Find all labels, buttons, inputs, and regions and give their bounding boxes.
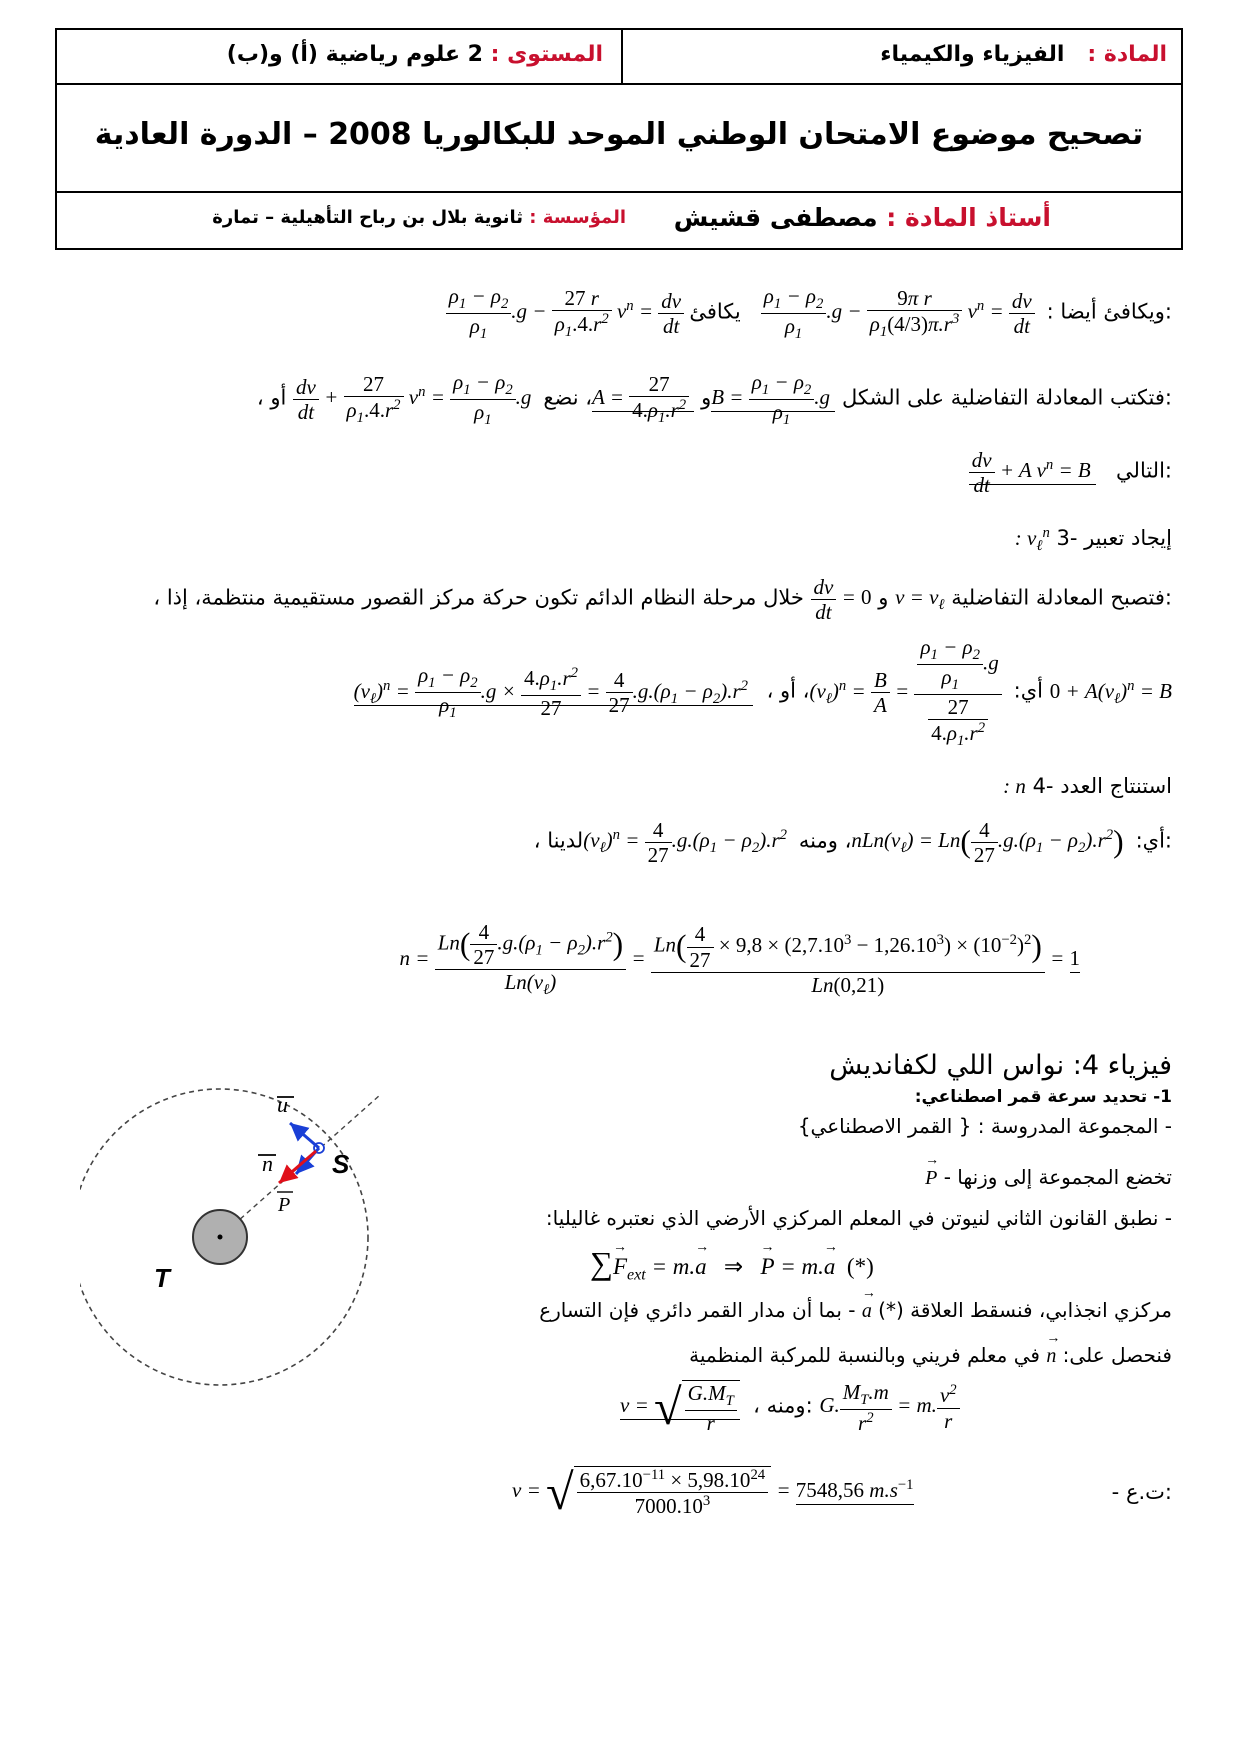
physics4-q1: 1- تحديد سرعة قمر اصطناعي: <box>914 1087 1172 1107</box>
orbit-diagram <box>80 1075 380 1395</box>
eq-steady: $0 + A(v_\ell)^n = B$ <box>1049 677 1172 707</box>
physics4-title: فيزياء 4: نواس اللي لكفانديش <box>829 1050 1172 1081</box>
eq-line-1 <box>446 284 1172 343</box>
school-label: المؤسسة <box>542 207 626 228</box>
teacher-value: مصطفى قشيش <box>673 203 878 232</box>
header-row-top <box>57 30 1181 85</box>
physics4-centripetal: مركزي انجذابي، فنسقط العلاقة (*) <box>878 1298 1172 1322</box>
also-equivalent: ويكافئ أيضا : <box>1046 299 1165 324</box>
eq-vl-final: $(v_\ell)^n$ = $\frac{\rho_1 - \rho_2}{\rho_1}$ .g × $\frac{4.\rho_1.r^2}{27}$ = $\frac{4}{27}$ $.g.(\rho_1 - \rho_2).r^2$ <box>354 679 754 706</box>
physics4-circular-line: مركزي انجذابي، فنسقط العلاقة (*) → a - بما أن مدار القمر دائري فإن التسارع <box>539 1298 1172 1323</box>
label-n: n <box>262 1151 273 1176</box>
we-set: ، نضع <box>543 385 593 410</box>
header-row-title <box>57 85 1181 193</box>
eq-n: n = Ln( $\frac{4}{27}$ $.g.(\rho_1 - \rho_2).r^2$) $Ln(v_\ell)$ = Ln( $\frac{4}{27}$ × $9,8 \times (2,7.10^3 - 1,26.10^3) \times (10^{-2})^2$) Ln(0,21) = 1 <box>399 920 1080 999</box>
eq-line-2 <box>257 370 1172 429</box>
equivalent-label: يكافئ: <box>689 299 1172 324</box>
eq-dv-dt-2: $\frac{\rho_1 - \rho_2}{\rho_1}$ .g − $\frac{27 r}{\rho_1.4.r^2}$ $v^n$ = $\frac{dv}{dt}$ <box>446 299 690 323</box>
school-value: ثانوية بلال بن رباح التأهيلية – تمارة <box>212 207 524 228</box>
write-eq-text: ، فتكتب المعادلة التفاضلية على الشكل <box>256 385 1165 410</box>
section-3-heading: : $v_\ell^n$ 3- إيجاد تعبير <box>1014 525 1172 555</box>
and-label: و <box>701 385 712 410</box>
eq-ln: $nLn(v_\ell) = Ln$( $\frac{4}{27}$ $.g.(\rho_1 - \rho_2).r^2$) <box>851 818 1124 868</box>
label-S: S <box>332 1149 350 1179</box>
school-cell <box>212 207 626 228</box>
physics4-we-get: فنحصل على: <box>1062 1343 1172 1367</box>
teacher-label: أستاذ المادة <box>905 203 1051 232</box>
meaning-label-2: ، أي: <box>533 828 1165 853</box>
or-label: أو: <box>270 385 1172 410</box>
eq-newton: ∑→ $F_{ext} = m.\to a$ ⇒ → P = m.→ a (*) <box>590 1245 874 1285</box>
physics4-num-app: - ت.ع: <box>1111 1480 1172 1504</box>
eq-vl-repeat: $(v_\ell)^n$ = $\frac{4}{27}$ $.g.(\rho_1 - \rho_2).r^2$ <box>583 818 787 868</box>
physics4-system: - المجموعة المدروسة : { القمر الاصطناعي} <box>797 1114 1172 1138</box>
subject-cell <box>880 42 1167 67</box>
v-result: 7548,56 <box>795 1477 865 1502</box>
eq-diff-general: $\frac{dv}{dt}$ + A $v^n = B$ <box>969 458 1096 485</box>
level-cell <box>227 42 603 67</box>
eq-A-def: A = $\frac{27}{4.\rho_1.r^2}$ <box>592 385 694 412</box>
v-unit: m.s <box>869 1477 898 1502</box>
header-row-bottom <box>57 193 1181 248</box>
header-divider <box>621 30 623 85</box>
v-exp: −1 <box>897 1476 914 1493</box>
school-sep: : <box>529 207 537 228</box>
teacher-sep: : <box>886 203 897 232</box>
label-u: u <box>277 1092 288 1117</box>
diff-becomes: ، فتصبح المعادلة التفاضلية <box>153 585 1165 610</box>
and-label-2: و <box>878 585 889 610</box>
steady-text: خلال مرحلة النظام الدائم تكون حركة مركز القصور مستقيمية منتظمة، إذا: <box>166 585 1172 610</box>
eq-n-calc <box>400 920 1080 999</box>
physics4-frenet-line: فنحصل على: → n في معلم فريني وبالنسبة للمركبة المنظمية <box>689 1343 1172 1368</box>
label-T: T <box>154 1263 170 1293</box>
eq-dv-dt-1: $\frac{\rho_1 - \rho_2}{\rho_1}$ .g − $\frac{\text{9π r}}{\rho_1(4/3)\pi.r^3}$ $v^n$ = $\frac{dv}{dt}$ <box>761 299 1040 323</box>
physics4-forces: - تخضع المجموعة إلى وزنها <box>943 1165 1172 1189</box>
we-have-label: لدينا: <box>547 828 1172 853</box>
earth-center <box>218 1235 223 1240</box>
physics4-hence: ، ومنه: <box>753 1393 813 1418</box>
eq-vl-BA: $(v_\ell)^n$ = $\frac{B}{A}$ = $\frac{\rho_1 - \rho_2}{\rho_1}$ .g $\frac{27}{4.\rho_1.r^2}$ <box>809 679 1007 703</box>
eq-numeric-value: v = √ $\frac{6,67.10^{-11} \times 5,98.10^{24}}{7000.10^3}$ = 7548,56 $m.s^{-1}$ <box>512 1463 914 1520</box>
section-4-heading: : n 4- استنتاج العدد <box>1003 774 1172 798</box>
physics4-frenet: في معلم فريني وبالنسبة للمركبة المنظمية <box>689 1343 1040 1367</box>
u-vector <box>290 1123 319 1148</box>
label-P: P <box>278 1194 291 1216</box>
deduce-n: 4- استنتاج العدد <box>1032 774 1172 798</box>
subject-value: الفيزياء والكيمياء <box>880 42 1065 67</box>
p-vector <box>279 1151 316 1183</box>
teacher-cell <box>674 203 1051 232</box>
level-sep: : <box>490 42 500 67</box>
subject-sep: : <box>1087 42 1097 67</box>
find-vl: 3- إيجاد تعبير <box>1056 526 1172 550</box>
eq-diff-full: $\frac{dv}{dt}$ + $\frac{27}{\rho_1.4.r^2}$ $v^n$ = $\frac{\rho_1 - \rho_2}{\rho_1}$ .g <box>293 385 537 409</box>
or-label-2: ، أو <box>780 678 810 703</box>
following-label: التالي: <box>1116 458 1172 483</box>
level-label: المستوى <box>507 42 603 67</box>
physics4-circular: - بما أن مدار القمر دائري فإن التسارع <box>539 1298 856 1322</box>
n-result: 1 <box>1070 946 1081 973</box>
eq-line-8 <box>534 818 1172 867</box>
physics4-newton: - نطبق القانون الثاني لنيوتن في المعلم المركزي الأرضي الذي نعتبره غاليليا: <box>545 1206 1172 1230</box>
eq-line-6 <box>354 635 1172 750</box>
hence-label: ، ومنه <box>798 828 852 853</box>
level-value: 2 علوم رياضية (أ) و(ب) <box>226 42 483 67</box>
subject-label: المادة <box>1103 42 1167 67</box>
eq-B-def: B = $\frac{\rho_1 - \rho_2}{\rho_1}$ .g <box>711 370 836 429</box>
eq-velocity: v = √ $\frac{G.M_T}{r}$ ، ومنه: G. $\frac{M_T.m}{r^2}$ = m. $\frac{v^2}{r}$ <box>620 1380 960 1435</box>
physics4-forces-line: → P - تخضع المجموعة إلى وزنها <box>925 1165 1172 1190</box>
eq-line-3 <box>969 448 1172 497</box>
eq-numeric <box>1112 1480 1172 1504</box>
page-title: تصحيح موضوع الامتحان الوطني الموحد للبكالوريا 2008 – الدورة العادية <box>94 117 1144 152</box>
header-box <box>55 28 1183 250</box>
eq-line-5: ، فتصبح المعادلة التفاضلية $v = v_\ell$ و $\frac{dv}{dt}$ = 0 خلال مرحلة النظام الدائم تكون حركة مركز القصور مستقيمية منتظمة، إذا: <box>153 575 1172 625</box>
meaning-label: ، أي: <box>766 678 1044 703</box>
